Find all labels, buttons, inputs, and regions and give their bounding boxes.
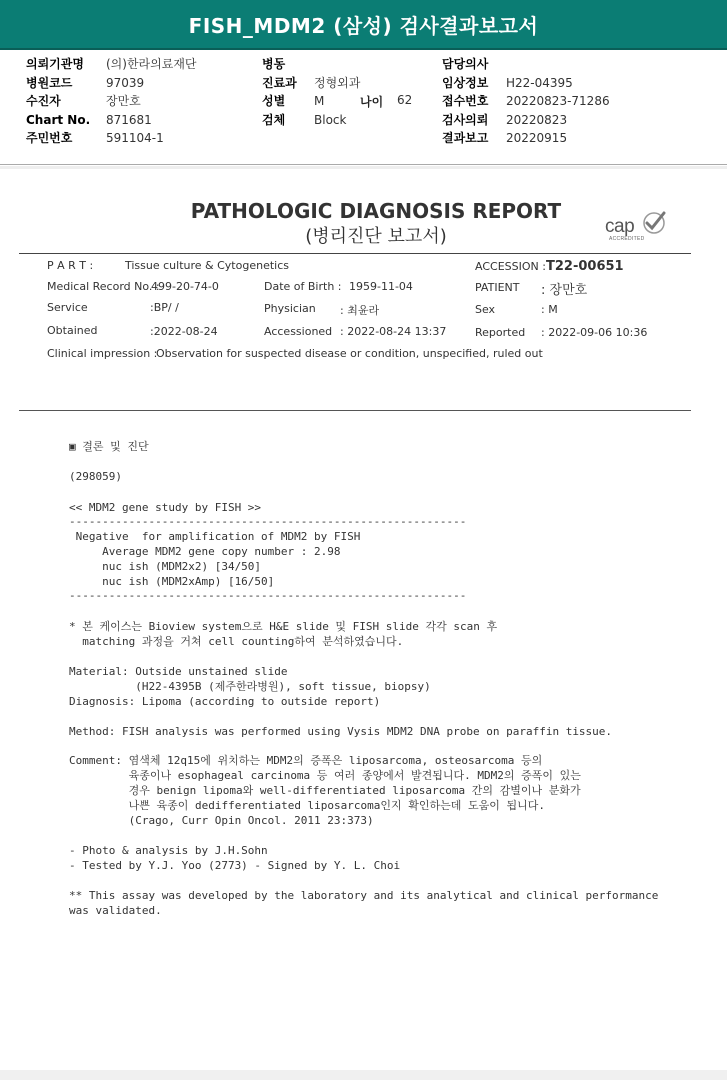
field-label: 검사의뢰 [442,112,489,127]
field-label: 검체 [262,112,286,127]
field-sex [262,92,360,111]
dob-label: Date of Birth : [264,280,342,293]
validation-block [69,888,658,918]
study-title: << MDM2 gene study by FISH >> [69,501,262,514]
physician-label: Physician [264,302,316,315]
field-resident-no [26,129,197,148]
field-result-date [442,129,610,148]
field-label: 병동 [262,57,286,71]
cap-accredited-logo [603,210,671,244]
patient-value: : 장만호 [541,283,588,298]
field-value: 장만호 [106,94,141,109]
field-value: H22-04395 [506,75,573,90]
reported-label: Reported [475,326,526,339]
reported-value: : 2022-09-06 10:36 [541,326,648,339]
note-block [69,619,497,649]
request-info-col1 [26,55,197,148]
report-subtitle: (병리진단 보고서) [305,226,447,247]
field-specimen [262,111,360,130]
field-hospital-code [26,74,197,93]
accession-label: ACCESSION : [475,260,546,273]
field-label: 수진자 [26,94,61,109]
title-bar [0,0,727,50]
credit-line: - Photo & analysis by J.H.Sohn [69,844,268,857]
checkmark-icon [637,210,667,236]
report-header-rule [19,253,691,254]
part-value: Tissue culture & Cytogenetics [125,259,289,272]
section-divider-shadow [0,166,727,169]
field-label: 성별 [262,94,286,109]
credit-line: - Tested by Y.J. Yoo (2773) - Signed by Y. L. Choi [69,859,401,872]
accessioned-value: : 2022-08-24 13:37 [340,325,447,338]
patient-label: PATIENT [475,281,520,294]
accession-value: T22-00651 [546,259,624,274]
field-clinical-info [442,74,610,93]
page-bottom-strip [0,1070,727,1080]
field-patient-name [26,92,197,111]
dash-divider: ------------------------------------------------------------ [69,515,467,528]
obtained-label: Obtained [47,324,98,337]
document-title: FISH_MDM2 (삼성) 검사결과보고서 [188,13,539,38]
field-doctor [442,55,610,74]
comment-line: (Crago, Curr Opin Oncol. 2011 23:373) [69,814,374,827]
validation-line: ** This assay was developed by the laboratory and its analytical and clinical performance [69,889,659,902]
mrn-label: Medical Record No. : [47,280,160,293]
request-info-col3 [442,55,610,148]
credit-block [69,843,400,873]
field-ward [262,55,360,74]
field-chart-no [26,111,197,130]
result-block [69,529,360,589]
field-value: (의)한라의료재단 [106,57,197,71]
field-value: 97039 [106,75,145,90]
age-value: 62 [397,93,413,107]
field-value: 20220823 [506,112,568,127]
dob-value: 1959-11-04 [349,280,413,293]
field-value: 정형외과 [314,75,361,90]
field-value: M [314,94,325,109]
comment-line: 경우 benign lipoma와 well-differentiated liposarcoma 간의 감별이나 분화가 [69,784,581,797]
material-line: Material: Outside unstained slide [69,665,288,678]
field-value: Block [314,112,347,127]
cap-logo-subtext: ACCREDITED [609,236,645,242]
sex-value: : M [541,303,558,316]
accessioned-label: Accessioned [264,325,333,338]
field-label: 주민번호 [26,131,73,146]
result-line: nuc ish (MDM2x2) [34/50] [69,560,262,573]
dash-divider: ------------------------------------------------------------ [69,589,467,602]
report-body-rule [19,410,691,411]
physician-value: : 최윤라 [340,304,380,317]
part-label: P A R T : [47,259,94,272]
mrn-value: 499-20-74-0 [151,280,219,293]
note-line: * 본 케이스는 Bioview system으로 H&E slide 및 FISH slide 각각 scan 후 [69,620,498,633]
section-divider [0,164,727,165]
field-label: 담당의사 [442,57,489,71]
result-line: Negative for amplification of MDM2 by FISH [69,530,361,543]
obtained-value: :2022-08-24 [150,325,218,338]
note-line: matching 과정을 거쳐 cell counting하여 분석하였습니다. [69,635,404,648]
field-label: 병원코드 [26,75,73,90]
field-requesting-institution [26,55,197,74]
age-label: 나이 [360,95,384,109]
service-label: Service [47,301,88,314]
comment-block [69,753,581,828]
result-line: Average MDM2 gene copy number : 2.98 [69,545,341,558]
field-department [262,74,360,93]
report-title: PATHOLOGIC DIAGNOSIS REPORT [190,199,562,223]
method-line: Method: FISH analysis was performed using Vysis MDM2 DNA probe on paraffin tissue. [69,725,613,738]
field-label: 결과보고 [442,131,489,146]
field-label: Chart No. [26,112,91,127]
comment-line: Comment: 염색체 12q15에 위치하는 MDM2의 증폭은 liposarcoma, osteosarcoma 등의 [69,754,543,767]
comment-line: 육종이나 esophageal carcinoma 등 여러 종양에서 발견됩니다. MDM2의 증폭이 있는 [69,769,581,782]
comment-line: 나쁜 육종이 dedifferentiated liposarcoma인지 확인하는데 도움이 됩니다. [69,799,546,812]
material-line: (H22-4395B (제주한라병원), soft tissue, biopsy) [69,680,431,693]
clinical-impression-value: Observation for suspected disease or condition, unspecified, ruled out [156,347,543,360]
field-value: 20220823-71286 [506,94,610,109]
service-value: :BP/ / [150,301,179,314]
field-value: 591104-1 [106,131,164,146]
field-label: 임상정보 [442,75,489,90]
cap-logo-text: cap [605,216,635,237]
conclusion-section-title: ▣ 결론 및 진단 [69,440,149,453]
field-label: 진료과 [262,75,297,90]
result-line: nuc ish (MDM2xAmp) [16/50] [69,575,275,588]
diagnosis-line: Diagnosis: Lipoma (according to outside report) [69,695,381,708]
field-receipt-no [442,92,610,111]
field-request-date [442,111,610,130]
field-label: 의뢰기관명 [26,57,84,71]
validation-line: was validated. [69,904,162,917]
sex-label: Sex [475,303,496,316]
field-value: 20220915 [506,131,568,146]
field-label: 접수번호 [442,94,489,109]
request-info-col2 [262,55,360,129]
case-number: (298059) [69,470,122,483]
clinical-impression-label: Clinical impression : [47,347,158,360]
field-value: 871681 [106,112,152,127]
material-block [69,664,431,709]
